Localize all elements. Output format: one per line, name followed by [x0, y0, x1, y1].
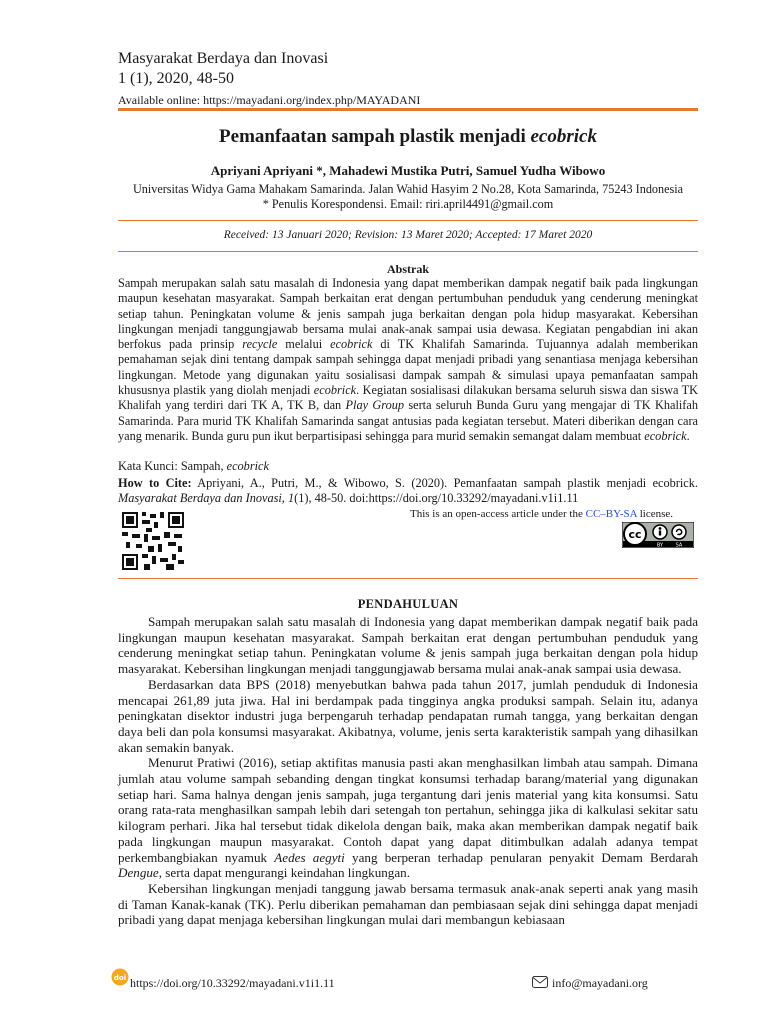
introduction-body — [118, 614, 698, 928]
cc-by-sa-link[interactable]: CC–BY-SA — [585, 508, 637, 520]
available-online — [118, 93, 420, 107]
paragraph: Sampah merupakan salah satu masalah di Indonesia yang dapat memberikan dampak negatif baik pada lingkungan maupun kesehatan masyarakat. Sampah berkaitan erat dengan pertumbuhan penduduk yang cenderung meningkat setiap tahun. Peningkatan volume & jenis sampah juga berkaitan dengan pola hidup masyarakat. Kebersihan lingkungan menjadi tanggungjawab bersama mulai anak-anak sampai usia dewasa. — [118, 614, 698, 677]
footer-doi-link[interactable]: https://doi.org/10.33292/mayadani.v1i1.11 — [130, 976, 335, 990]
abstract-text: Sampah merupakan salah satu masalah di Indonesia yang dapat memberikan dampak negatif baik pada lingkungan maupun kesehatan masyarakat. Sampah berkaitan erat dengan pertumbuhan penduduk yang cenderung meningkat setiap tahun. Peningkatan volume & jenis sampah juga berkaitan dengan pola hidup masyarakat. Kebersihan lingkungan menjadi tanggungjawab bersama mulai anak-anak sampai usia dewasa. Kegiatan pengabdian ini akan berfokus pada prinsip recycle melalui ecobrick di TK Khalifah Samarinda. Tujuannya adalah memberikan pemahaman sejak dini tentang dampak sampah sehingga dapat menjadi pribadi yang senantiasa menjaga kebersihan lingkungan. Metode yang digunakan yaitu sosialisasi dampak sampah & simulasi upaya pemanfaatan sampah khususnya plastik yang diolah menjadi ecobrick. Kegiatan sosialisasi dilakukan bersama seluruh siswa dan siswa TK Khalifah yang terdiri dari TK A, TK B, dan Play Group serta seluruh Bunda Guru yang mengajar di TK Khalifah Samarinda. Para murid TK Khalifah Samarinda sangat antusias pada kegiatan tersebut. Materi diberikan dengan cara yang menarik. Bunda guru pun ikut berpartisipasi sehingga para murid semakin semangat dalam membuat ecobrick. — [118, 276, 699, 443]
how-to-cite: How to Cite: Apriyani, A., Putri, M., & Wibowo, S. (2020). Pemanfaatan sampah plastik menjadi ecobrick. Masyarakat Berdaya dan Inovasi, 1(1), 48-50. doi:https://doi.org/10.33292/mayadani.v1i1.11 — [118, 476, 698, 506]
divider — [118, 220, 698, 221]
article-dates: Received: 13 Januari 2020; Revision: 13 Maret 2020; Accepted: 17 Maret 2020 — [223, 229, 593, 241]
paragraph: Menurut Pratiwi (2016), setiap aktifitas manusia pasti akan menghasilkan limbah atau sampah. Dimana jumlah atau volume sampah sebanding dengan tingkat konsumsi terhadap barang/material yang digunakan setiap hari. Sama halnya dengan jenis sampah, juga tergantung dari jenis material yang kita konsumsi. Satu orang rata-rata menghasilkan sampah lebih dari setengah ton pertahun, sehingga jika di kalkulasi sekitar satu kilogram perhari. Jika hal tersebut tidak dikelola dengan baik, maka akan memberikan dampak negatif baik pada lingkungan maupun masyarakat. Contoh dapat yang dapat ditimbulkan adalah adanya tempat perkembangbiakan nyamuk Aedes aegyti yang berperan terhadap penularan penyakit Demam Berdarah Dengue, serta dapat mengurangi keindahan lingkungan. — [118, 755, 699, 881]
correspondence: * Penulis Korespondensi. Email: riri.april4491@gmail.com — [262, 197, 554, 211]
abstract-heading: Abstrak — [386, 262, 429, 276]
journal-name: Masyarakat Berdaya dan Inovasi — [118, 50, 329, 67]
affiliation — [118, 182, 698, 212]
section-heading: PENDAHULUAN — [357, 597, 459, 611]
license-note: This is an open-access article under the CC–BY-SA license. — [410, 508, 674, 520]
divider — [118, 251, 698, 252]
svg-text:doi: doi — [113, 974, 127, 982]
svg-text:BY: BY — [656, 542, 664, 548]
affiliation-text: Universitas Widya Gama Mahakam Samarinda. Jalan Wahid Hasyim 2 No.28, Kota Samarinda, 75243 Indonesia — [132, 182, 684, 196]
qr-code-icon — [122, 512, 184, 570]
paragraph: Berdasarkan data BPS (2018) menyebutkan bahwa pada tahun 2017, jumlah penduduk di Indonesia mencapai 261,89 juta jiwa. Hal ini berdampak pada tingginya angka produksi sampah. Selain itu, adanya peningkatan disektor industri juga berpengaruh terhadap pendapatan rumah tangga, yang berkaitan dengan daya beli dan pola konsumsi masyarakat. Akibatnya, volume, jenis serta karakteristik sampah yang dihasilkan akan semakin banyak. — [118, 676, 698, 755]
doi-link[interactable]: (1), 48-50. doi:https://doi.org/10.33292/mayadani.v1i1.11 — [294, 491, 579, 506]
cc-license-icon[interactable] — [622, 522, 694, 548]
divider — [118, 578, 698, 579]
keywords: Kata Kunci: Sampah, ecobrick — [118, 459, 269, 473]
journal-issue: 1 (1), 2020, 48-50 — [118, 70, 234, 87]
svg-text:SA: SA — [675, 542, 683, 548]
footer-email-link[interactable]: info@mayadani.org — [552, 976, 648, 990]
svg-text:cc: cc — [628, 528, 642, 541]
paragraph: Kebersihan lingkungan menjadi tanggung jawab bersama termasuk anak-anak seperti anak yang masih di Taman Kanak-kanak (TK). Perlu diberikan pemahaman dan pembiasaan sejak dini sehingga dapat menjadi pribadi yang dapat menjaga kebersihan lingkungan mulai dari membangun kebiasaan — [118, 880, 698, 928]
header-rule — [118, 108, 698, 111]
doi-icon — [111, 968, 129, 986]
authors: Apriyani Apriyani *, Mahadewi Mustika Putri, Samuel Yudha Wibowo — [210, 163, 606, 178]
available-label: Available online: — [118, 93, 204, 107]
article-title: Pemanfaatan sampah plastik menjadi ecobrick — [219, 126, 597, 147]
mail-icon — [532, 976, 548, 988]
journal-url-link[interactable]: https://mayadani.org/index.php/MAYADANI — [203, 93, 421, 107]
